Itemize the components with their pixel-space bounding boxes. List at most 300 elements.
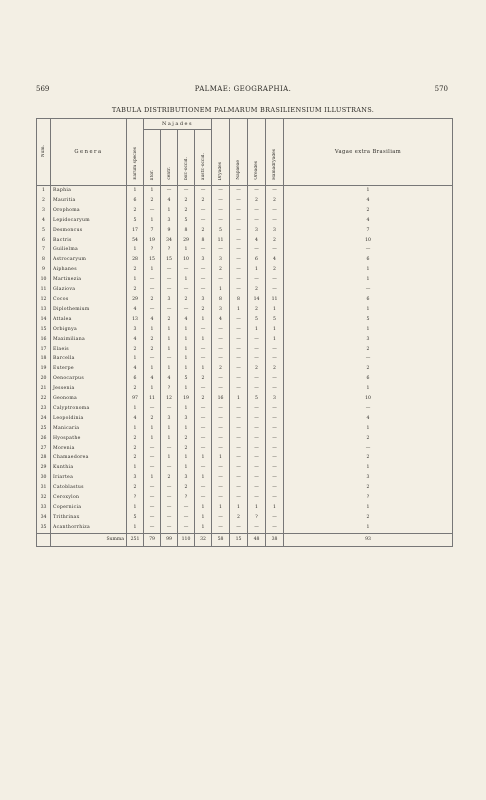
region-count: 9 bbox=[161, 226, 178, 236]
species-count: 4 bbox=[127, 364, 144, 374]
region-count: — bbox=[144, 463, 161, 473]
region-count: 1 bbox=[144, 434, 161, 444]
region-count: 2 bbox=[178, 444, 195, 454]
region-count: 2 bbox=[195, 196, 212, 206]
region-count: — bbox=[212, 325, 230, 335]
region-count: — bbox=[212, 493, 230, 503]
species-count: 4 bbox=[127, 335, 144, 345]
species-count: 1 bbox=[127, 463, 144, 473]
header-napaeae: Napaeae bbox=[230, 119, 248, 186]
region-count: 5 bbox=[266, 315, 284, 325]
region-count: 2 bbox=[178, 295, 195, 305]
summa-region-total: 99 bbox=[161, 533, 178, 546]
region-count: 3 bbox=[161, 414, 178, 424]
region-count: 3 bbox=[212, 305, 230, 315]
region-count: — bbox=[230, 493, 248, 503]
region-count: — bbox=[212, 186, 230, 196]
species-count: 6 bbox=[127, 196, 144, 206]
species-count: 17 bbox=[127, 226, 144, 236]
genus-name: Aiphanes bbox=[51, 265, 127, 275]
region-count: 2 bbox=[266, 364, 284, 374]
region-count: — bbox=[230, 186, 248, 196]
region-count: — bbox=[212, 424, 230, 434]
table-title: TABULA DISTRIBUTIONEM PALMARUM BRASILIENSIUM ILLUSTRANS. bbox=[111, 106, 375, 114]
region-count: — bbox=[144, 503, 161, 513]
region-count: 4 bbox=[212, 315, 230, 325]
region-count: 1 bbox=[266, 305, 284, 315]
region-count: 1 bbox=[144, 424, 161, 434]
species-count: 1 bbox=[127, 404, 144, 414]
region-count: 1 bbox=[178, 354, 195, 364]
region-count: 8 bbox=[212, 295, 230, 305]
region-count: — bbox=[144, 483, 161, 493]
table-row bbox=[37, 285, 453, 295]
species-count: 2 bbox=[127, 444, 144, 454]
region-count: — bbox=[195, 245, 212, 255]
region-count: — bbox=[248, 434, 266, 444]
region-count: 4 bbox=[144, 374, 161, 384]
region-count: 1 bbox=[178, 404, 195, 414]
region-count: 4 bbox=[284, 196, 453, 206]
region-count: — bbox=[212, 444, 230, 454]
region-count: 1 bbox=[144, 384, 161, 394]
row-number: 3 bbox=[37, 206, 51, 216]
region-count: — bbox=[230, 374, 248, 384]
genus-name: Elaeis bbox=[51, 345, 127, 355]
genus-name: Orbignya bbox=[51, 325, 127, 335]
summa-label: Summa bbox=[51, 533, 127, 546]
region-count: 3 bbox=[266, 394, 284, 404]
species-count: 2 bbox=[127, 345, 144, 355]
summa-region-total: 79 bbox=[144, 533, 161, 546]
right-page-number: 570 bbox=[434, 85, 448, 93]
row-number: 19 bbox=[37, 364, 51, 374]
genus-name: Guilielma bbox=[51, 245, 127, 255]
table-row bbox=[37, 186, 453, 196]
region-count: 1 bbox=[178, 463, 195, 473]
region-count: 2 bbox=[284, 206, 453, 216]
region-count: — bbox=[230, 285, 248, 295]
row-number: 23 bbox=[37, 404, 51, 414]
region-count: — bbox=[284, 444, 453, 454]
region-count: 1 bbox=[144, 186, 161, 196]
region-count: — bbox=[230, 414, 248, 424]
species-count: 4 bbox=[127, 305, 144, 315]
region-count: — bbox=[212, 196, 230, 206]
region-count: 1 bbox=[161, 345, 178, 355]
region-count: 2 bbox=[248, 285, 266, 295]
region-count: 1 bbox=[284, 384, 453, 394]
summa-region-total: 32 bbox=[195, 533, 212, 546]
summa-region-total: 38 bbox=[266, 533, 284, 546]
region-count: 1 bbox=[230, 305, 248, 315]
genus-name: Desmoncus bbox=[51, 226, 127, 236]
header-earum-species: Earum species bbox=[127, 119, 144, 186]
region-count: 3 bbox=[161, 295, 178, 305]
region-count: 2 bbox=[195, 374, 212, 384]
summa-region-total: 58 bbox=[212, 533, 230, 546]
region-count: 3 bbox=[212, 255, 230, 265]
header-hamadryades: Hamadryades bbox=[266, 119, 284, 186]
region-count: — bbox=[195, 493, 212, 503]
table-row bbox=[37, 453, 453, 463]
row-number: 16 bbox=[37, 335, 51, 345]
region-count: 2 bbox=[144, 295, 161, 305]
table-row bbox=[37, 275, 453, 285]
region-count: 1 bbox=[195, 473, 212, 483]
region-count: — bbox=[248, 384, 266, 394]
region-count: — bbox=[212, 275, 230, 285]
summa-row bbox=[37, 533, 453, 546]
region-count: — bbox=[144, 354, 161, 364]
region-count: — bbox=[212, 335, 230, 345]
region-count: 3 bbox=[161, 216, 178, 226]
genus-name: Jessenia bbox=[51, 384, 127, 394]
region-count: 1 bbox=[195, 523, 212, 533]
region-count: 4 bbox=[248, 236, 266, 246]
species-count: 5 bbox=[127, 513, 144, 523]
region-count: 14 bbox=[248, 295, 266, 305]
region-count: 1 bbox=[195, 513, 212, 523]
region-count: — bbox=[230, 444, 248, 454]
table-body bbox=[37, 186, 453, 547]
region-count: 6 bbox=[284, 295, 453, 305]
region-count: 3 bbox=[248, 226, 266, 236]
table-row bbox=[37, 374, 453, 384]
region-count: — bbox=[212, 206, 230, 216]
region-count: 1 bbox=[248, 265, 266, 275]
region-count: 6 bbox=[248, 255, 266, 265]
region-count: 2 bbox=[284, 483, 453, 493]
left-page-number: 569 bbox=[36, 85, 50, 93]
region-count: — bbox=[178, 523, 195, 533]
region-count: 2 bbox=[195, 394, 212, 404]
region-count: — bbox=[230, 354, 248, 364]
region-count: — bbox=[161, 513, 178, 523]
region-count: — bbox=[195, 444, 212, 454]
region-count: 1 bbox=[161, 325, 178, 335]
region-count: — bbox=[195, 354, 212, 364]
region-count: — bbox=[212, 216, 230, 226]
region-count: 2 bbox=[144, 196, 161, 206]
table-row bbox=[37, 226, 453, 236]
table-row bbox=[37, 523, 453, 533]
region-count: — bbox=[161, 354, 178, 364]
region-count: — bbox=[266, 345, 284, 355]
region-count: — bbox=[230, 216, 248, 226]
region-count: — bbox=[266, 483, 284, 493]
species-count: ? bbox=[127, 493, 144, 503]
row-number: 24 bbox=[37, 414, 51, 424]
region-count: — bbox=[195, 404, 212, 414]
region-count: — bbox=[161, 265, 178, 275]
region-count: 3 bbox=[195, 255, 212, 265]
region-count: — bbox=[178, 265, 195, 275]
region-count: 11 bbox=[212, 236, 230, 246]
genus-name: Barcella bbox=[51, 354, 127, 364]
region-count: — bbox=[248, 275, 266, 285]
region-count: 1 bbox=[161, 453, 178, 463]
region-count: 2 bbox=[284, 513, 453, 523]
region-count: 1 bbox=[195, 503, 212, 513]
region-count: 4 bbox=[161, 374, 178, 384]
region-count: 2 bbox=[266, 196, 284, 206]
summa-region-total: 110 bbox=[178, 533, 195, 546]
region-count: — bbox=[230, 453, 248, 463]
genus-name: Calyptronoma bbox=[51, 404, 127, 414]
region-count: — bbox=[212, 354, 230, 364]
row-number: 17 bbox=[37, 345, 51, 355]
region-count: 7 bbox=[284, 226, 453, 236]
region-count: 1 bbox=[178, 453, 195, 463]
region-count: — bbox=[248, 414, 266, 424]
region-count: — bbox=[161, 493, 178, 503]
region-count: — bbox=[248, 523, 266, 533]
row-number: 5 bbox=[37, 226, 51, 236]
table-row bbox=[37, 354, 453, 364]
genus-name: Morenia bbox=[51, 444, 127, 454]
region-count: — bbox=[248, 453, 266, 463]
region-count: — bbox=[266, 374, 284, 384]
region-count: — bbox=[266, 404, 284, 414]
region-count: 2 bbox=[144, 414, 161, 424]
genus-name: Trithrinax bbox=[51, 513, 127, 523]
region-count: — bbox=[266, 493, 284, 503]
region-count: — bbox=[144, 513, 161, 523]
row-number: 8 bbox=[37, 255, 51, 265]
region-count: — bbox=[230, 265, 248, 275]
species-count: 97 bbox=[127, 394, 144, 404]
region-count: 2 bbox=[266, 236, 284, 246]
region-count: — bbox=[248, 354, 266, 364]
region-count: 1 bbox=[212, 503, 230, 513]
genus-name: Orophoma bbox=[51, 206, 127, 216]
region-count: — bbox=[212, 463, 230, 473]
region-count: — bbox=[195, 275, 212, 285]
region-count: 2 bbox=[144, 335, 161, 345]
region-count: — bbox=[230, 315, 248, 325]
region-count: 1 bbox=[284, 463, 453, 473]
region-count: 1 bbox=[248, 503, 266, 513]
species-count: 5 bbox=[127, 216, 144, 226]
genus-name: Geonoma bbox=[51, 394, 127, 404]
row-number: 18 bbox=[37, 354, 51, 364]
row-number: 25 bbox=[37, 424, 51, 434]
region-count: — bbox=[248, 335, 266, 345]
region-count: — bbox=[284, 245, 453, 255]
region-count: — bbox=[248, 186, 266, 196]
table-row bbox=[37, 444, 453, 454]
region-count: 1 bbox=[266, 325, 284, 335]
table-row bbox=[37, 483, 453, 493]
header-najades: Najades bbox=[144, 119, 212, 130]
region-count: ? bbox=[284, 493, 453, 503]
region-count: — bbox=[230, 424, 248, 434]
region-count: 1 bbox=[144, 265, 161, 275]
region-count: — bbox=[248, 404, 266, 414]
region-count: — bbox=[248, 444, 266, 454]
genus-name: Lepidocaryum bbox=[51, 216, 127, 226]
region-count: 1 bbox=[212, 453, 230, 463]
region-count: — bbox=[266, 285, 284, 295]
region-count: 3 bbox=[284, 473, 453, 483]
region-count: — bbox=[248, 493, 266, 503]
region-count: — bbox=[212, 483, 230, 493]
header-austr-occid: austr.-occid. bbox=[195, 130, 212, 186]
region-count: 5 bbox=[284, 315, 453, 325]
region-count: 1 bbox=[195, 335, 212, 345]
species-count: 2 bbox=[127, 285, 144, 295]
genus-name: Chamaedorea bbox=[51, 453, 127, 463]
species-count: 2 bbox=[127, 434, 144, 444]
region-count: 3 bbox=[178, 414, 195, 424]
region-count: — bbox=[161, 483, 178, 493]
table-row bbox=[37, 245, 453, 255]
region-count: — bbox=[230, 255, 248, 265]
species-count: 28 bbox=[127, 255, 144, 265]
region-count: — bbox=[284, 354, 453, 364]
region-count: 1 bbox=[284, 523, 453, 533]
region-count: 34 bbox=[161, 236, 178, 246]
species-count: 29 bbox=[127, 295, 144, 305]
region-count: 1 bbox=[212, 285, 230, 295]
row-number: 30 bbox=[37, 473, 51, 483]
region-count: — bbox=[266, 216, 284, 226]
genus-name: Manicaria bbox=[51, 424, 127, 434]
region-count: 1 bbox=[178, 245, 195, 255]
genus-name: Ceroxylon bbox=[51, 493, 127, 503]
region-count: 1 bbox=[144, 216, 161, 226]
row-number: 26 bbox=[37, 434, 51, 444]
region-count: — bbox=[195, 434, 212, 444]
table-row bbox=[37, 335, 453, 345]
table-row bbox=[37, 236, 453, 246]
region-count: 1 bbox=[230, 503, 248, 513]
row-number: 22 bbox=[37, 394, 51, 404]
region-count: — bbox=[144, 444, 161, 454]
region-count: — bbox=[212, 384, 230, 394]
region-count: — bbox=[266, 444, 284, 454]
region-count: 6 bbox=[284, 255, 453, 265]
region-count: 1 bbox=[144, 473, 161, 483]
table-row bbox=[37, 295, 453, 305]
table-row bbox=[37, 345, 453, 355]
row-number: 31 bbox=[37, 483, 51, 493]
region-count: 1 bbox=[178, 345, 195, 355]
region-count: — bbox=[284, 404, 453, 414]
region-count: — bbox=[266, 473, 284, 483]
region-count: — bbox=[230, 434, 248, 444]
region-count: 2 bbox=[178, 206, 195, 216]
region-count: 19 bbox=[144, 236, 161, 246]
region-count: 1 bbox=[284, 265, 453, 275]
region-count: — bbox=[144, 305, 161, 315]
region-count: 1 bbox=[266, 503, 284, 513]
region-count: 1 bbox=[161, 364, 178, 374]
header-dryades: Dryades bbox=[212, 119, 230, 186]
genus-name: Martinezia bbox=[51, 275, 127, 285]
region-count: — bbox=[195, 483, 212, 493]
species-count: 1 bbox=[127, 503, 144, 513]
table-row bbox=[37, 216, 453, 226]
region-count: — bbox=[230, 335, 248, 345]
species-count: 1 bbox=[127, 275, 144, 285]
region-count: 8 bbox=[230, 295, 248, 305]
region-count: 3 bbox=[195, 295, 212, 305]
region-count: 1 bbox=[284, 186, 453, 196]
region-count: 2 bbox=[284, 434, 453, 444]
region-count: 4 bbox=[266, 255, 284, 265]
row-number: 7 bbox=[37, 245, 51, 255]
region-count: 5 bbox=[248, 394, 266, 404]
region-count: ? bbox=[248, 513, 266, 523]
region-count: — bbox=[161, 503, 178, 513]
header-oreades: Oreades bbox=[248, 119, 266, 186]
region-count: — bbox=[230, 275, 248, 285]
row-number: 28 bbox=[37, 453, 51, 463]
region-count: 5 bbox=[178, 374, 195, 384]
header-centr: centr. bbox=[161, 130, 178, 186]
row-number: 1 bbox=[37, 186, 51, 196]
region-count: — bbox=[178, 513, 195, 523]
table-row bbox=[37, 305, 453, 315]
region-count: — bbox=[178, 503, 195, 513]
region-count: — bbox=[212, 245, 230, 255]
table-row bbox=[37, 196, 453, 206]
region-count: — bbox=[284, 285, 453, 295]
region-count: — bbox=[195, 186, 212, 196]
table-row bbox=[37, 206, 453, 216]
table-row bbox=[37, 394, 453, 404]
genus-name: Raphia bbox=[51, 186, 127, 196]
region-count: — bbox=[161, 186, 178, 196]
region-count: 2 bbox=[284, 364, 453, 374]
table-row bbox=[37, 493, 453, 503]
region-count: — bbox=[266, 463, 284, 473]
region-count: 1 bbox=[178, 335, 195, 345]
region-count: — bbox=[266, 384, 284, 394]
region-count: 3 bbox=[178, 473, 195, 483]
region-count: — bbox=[195, 216, 212, 226]
table-row bbox=[37, 414, 453, 424]
region-count: — bbox=[230, 196, 248, 206]
genus-name: Copernicia bbox=[51, 503, 127, 513]
region-count: ? bbox=[161, 245, 178, 255]
region-count: 2 bbox=[266, 265, 284, 275]
region-count: 1 bbox=[178, 325, 195, 335]
region-count: 3 bbox=[284, 335, 453, 345]
region-count: — bbox=[248, 216, 266, 226]
species-count: 1 bbox=[127, 354, 144, 364]
region-count: 1 bbox=[161, 434, 178, 444]
region-count: 5 bbox=[248, 315, 266, 325]
region-count: — bbox=[212, 523, 230, 533]
region-count: — bbox=[230, 523, 248, 533]
table-row bbox=[37, 463, 453, 473]
region-count: ? bbox=[144, 245, 161, 255]
genus-name: Attalea bbox=[51, 315, 127, 325]
region-count: — bbox=[266, 186, 284, 196]
region-count: 11 bbox=[144, 394, 161, 404]
region-count: 2 bbox=[284, 453, 453, 463]
region-count: — bbox=[230, 236, 248, 246]
region-count: 1 bbox=[178, 364, 195, 374]
region-count: 4 bbox=[161, 196, 178, 206]
species-count: 1 bbox=[127, 424, 144, 434]
species-count: 3 bbox=[127, 473, 144, 483]
region-count: — bbox=[144, 275, 161, 285]
row-number: 21 bbox=[37, 384, 51, 394]
